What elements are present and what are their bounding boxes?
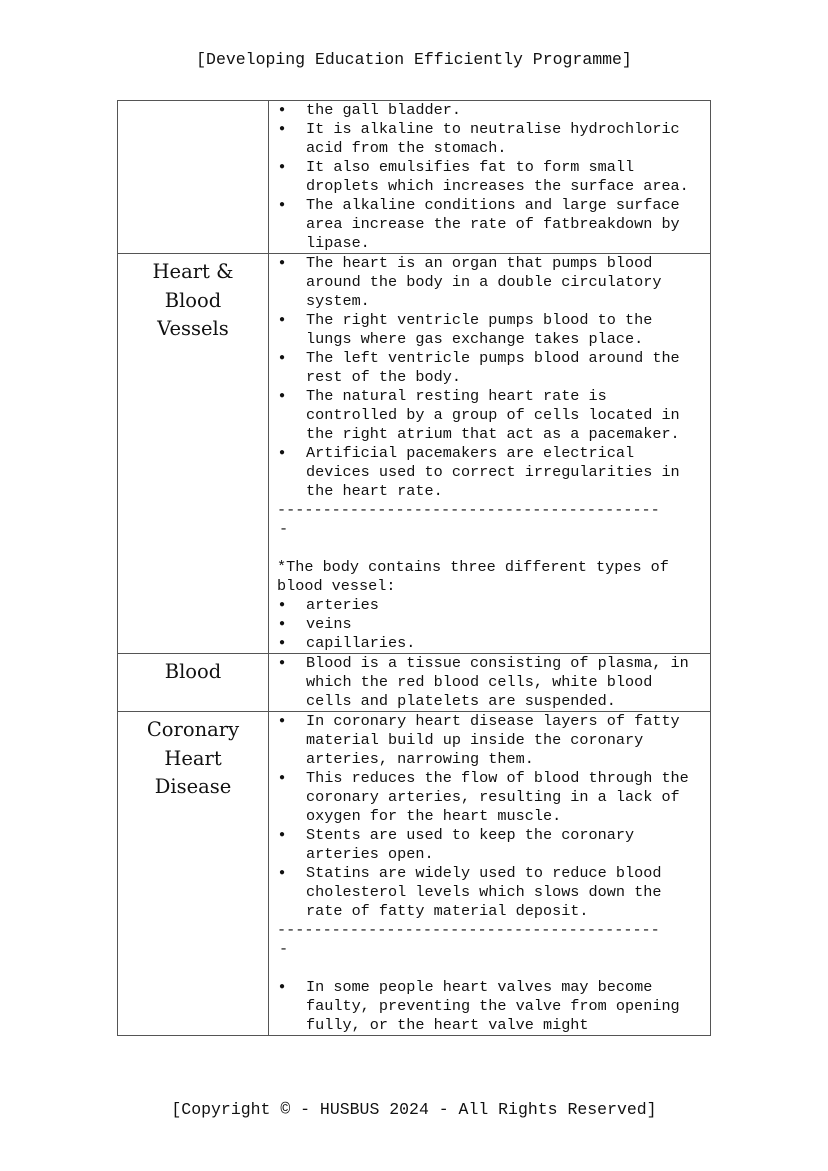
- table-row: [118, 712, 711, 1036]
- content-cell: [269, 254, 711, 654]
- content-cell: [269, 712, 711, 1036]
- list-item: ● arteries: [277, 596, 706, 615]
- list-item: ● This reduces the flow of blood through the coronary arteries, resulting in a lack of oxygen for the heart muscle.: [277, 769, 706, 826]
- list-item: ● Artificial pacemakers are electrical devices used to correct irregularities in the heart rate.: [277, 444, 706, 501]
- separator-tail: -: [279, 940, 289, 958]
- topic-cell: [118, 712, 269, 1036]
- bullet-list: [277, 101, 706, 253]
- list-item: ● The heart is an organ that pumps blood around the body in a double circulatory system.: [277, 254, 706, 311]
- list-item: ● The right ventricle pumps blood to the lungs where gas exchange takes place.: [277, 311, 706, 349]
- bullet-list: [277, 712, 706, 921]
- bullet-list: [277, 654, 706, 711]
- list-item: ● The natural resting heart rate is controlled by a group of cells located in the right atrium that act as a pacemaker.: [277, 387, 706, 444]
- topic-label: Vessels: [157, 317, 229, 340]
- notes-table: [117, 100, 711, 1036]
- topic-cell: [118, 254, 269, 654]
- list-item: ● In some people heart valves may become faulty, preventing the valve from opening fully, or the heart valve might: [277, 978, 706, 1035]
- list-item: ● The alkaline conditions and large surface area increase the rate of fatbreakdown by lipase.: [277, 196, 706, 253]
- bullet-list: [277, 254, 706, 501]
- topic-label: Disease: [154, 775, 232, 798]
- page-header: [Developing Education Efficiently Programme]: [196, 50, 632, 69]
- list-item: ● Blood is a tissue consisting of plasma, in which the red blood cells, white blood cells and platelets are suspended.: [277, 654, 706, 711]
- list-item: ● Stents are used to keep the coronary arteries open.: [277, 826, 706, 864]
- table-row: [118, 101, 711, 254]
- page-footer: [Copyright © - HUSBUS 2024 - All Rights Reserved]: [171, 1100, 657, 1119]
- topic-label: Blood: [164, 660, 222, 683]
- separator-tail: -: [279, 520, 289, 538]
- table-row: [118, 654, 711, 712]
- topic-cell: [118, 654, 269, 712]
- list-item: ● Statins are widely used to reduce blood cholesterol levels which slows down the rate of fatty material deposit.: [277, 864, 706, 921]
- list-item: ● veins: [277, 615, 706, 634]
- topic-label: Coronary: [146, 718, 240, 741]
- content-cell: [269, 101, 711, 254]
- topic-label: Blood: [164, 288, 222, 312]
- list-item: ● It is alkaline to neutralise hydrochloric acid from the stomach.: [277, 120, 706, 158]
- topic-cell: [118, 101, 269, 254]
- intro-text: *The body contains three different types of blood vessel:: [277, 558, 669, 595]
- list-item: ● In coronary heart disease layers of fatty material build up inside the coronary arteries, narrowing them.: [277, 712, 706, 769]
- list-item: ● It also emulsifies fat to form small droplets which increases the surface area.: [277, 158, 706, 196]
- bullet-list: [277, 596, 706, 653]
- topic-label: Heart &: [152, 260, 234, 283]
- table-row: [118, 254, 711, 654]
- separator-line: ------------------------------------------: [277, 921, 660, 939]
- list-item: ● The left ventricle pumps blood around the rest of the body.: [277, 349, 706, 387]
- list-item: ● the gall bladder.: [277, 101, 706, 120]
- list-item: ● capillaries.: [277, 634, 706, 653]
- separator-line: ------------------------------------------: [277, 501, 660, 519]
- bullet-list: [277, 978, 706, 1035]
- content-cell: [269, 654, 711, 712]
- topic-label: Heart: [164, 746, 222, 770]
